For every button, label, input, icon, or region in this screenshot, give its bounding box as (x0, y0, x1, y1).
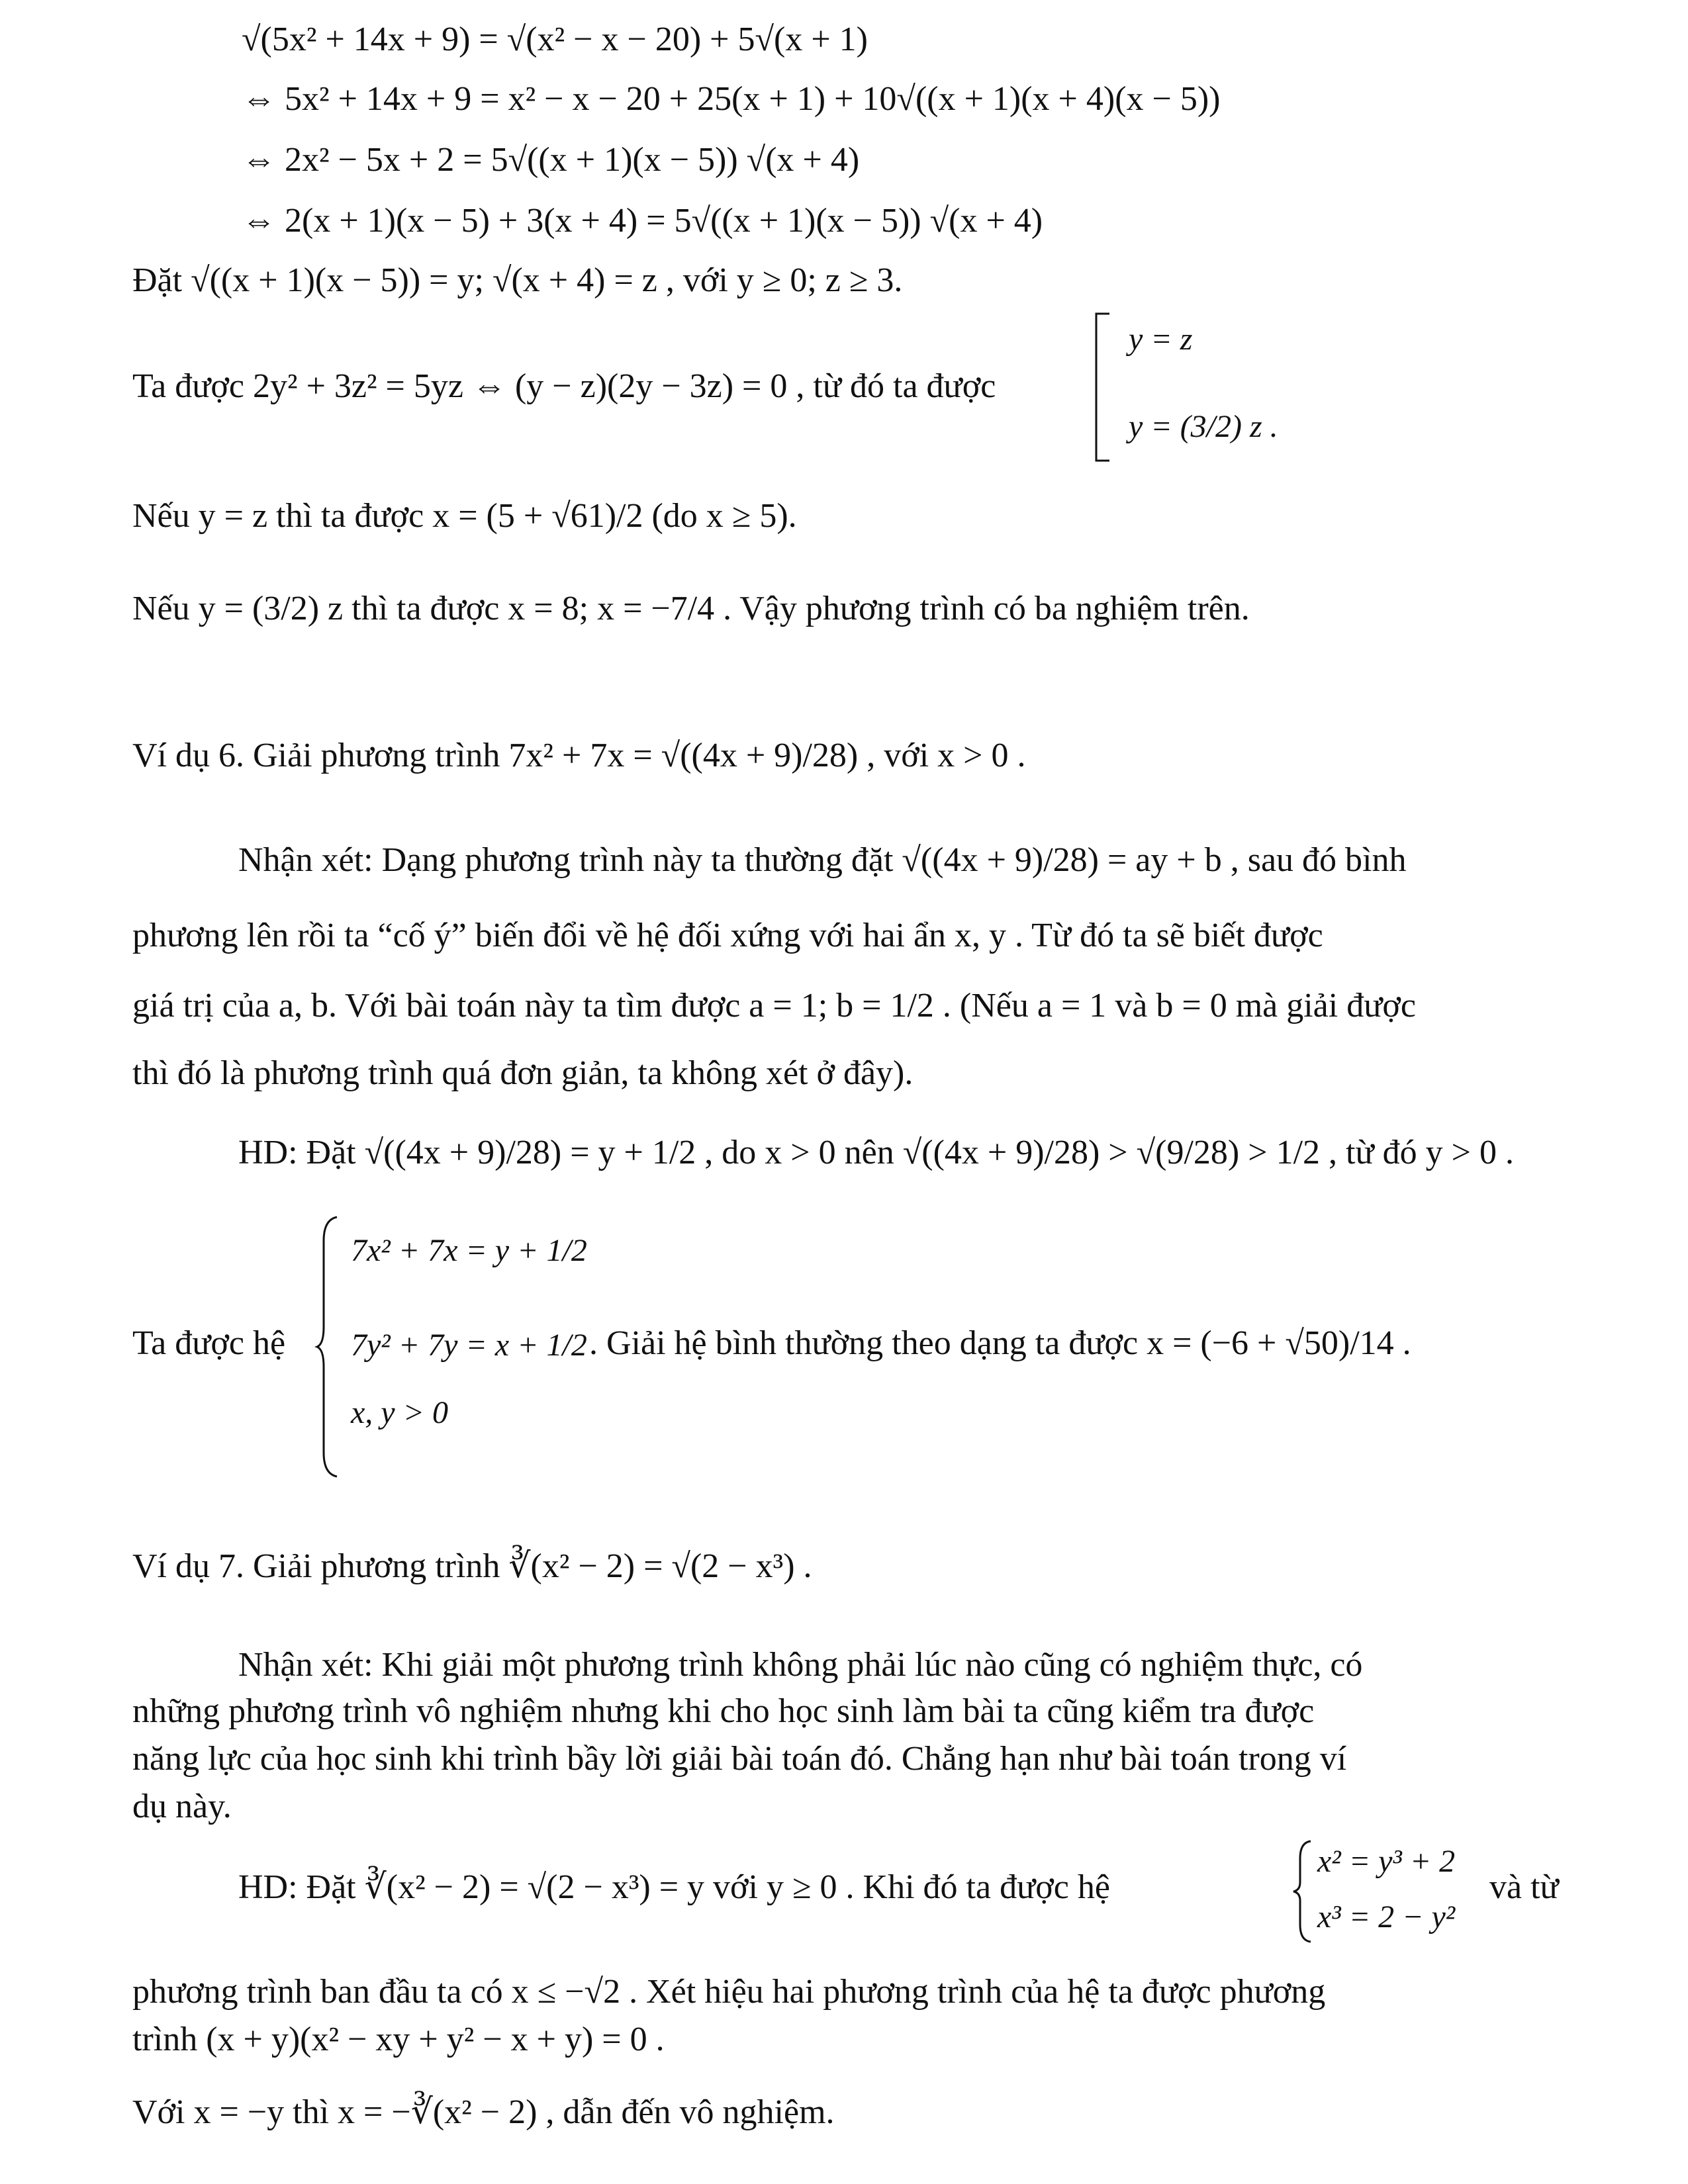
example-7-hint: HD: Đặt ∛(x² − 2) = √(2 − x³) = y với y ≥ 0 . Khi đó ta được hệ (238, 1868, 1110, 1906)
substitution-line: Đặt √((x + 1)(x − 5)) = y; √(x + 4) = z , với y ≥ 0; z ≥ 3. (132, 261, 903, 299)
example-6-remark-2: phương lên rồi ta “cố ý” biến đổi về hệ đối xứng với hai ẩn x, y . Từ đó ta sẽ biết được (132, 917, 1323, 954)
equation-line-4: ⇔ 2(x + 1)(x − 5) + 3(x + 4) = 5√((x + 1)(x − 5)) √(x + 4) (242, 202, 1043, 240)
system-7-eq-1: x² = y³ + 2 (1317, 1844, 1456, 1879)
example-7-note-2: trình (x + y)(x² − xy + y² − x + y) = 0 . (132, 2021, 665, 2058)
system-7-eq-2: x³ = 2 − y² (1317, 1899, 1456, 1934)
equation-line-1: √(5x² + 14x + 9) = √(x² − x − 20) + 5√(x + 1) (242, 21, 868, 58)
case-result-2: Nếu y = (3/2) z thì ta được x = 8; x = −7/4 . Vậy phương trình có ba nghiệm trên. (132, 590, 1250, 627)
system-6-eq-1: 7x² + 7x = y + 1/2 (351, 1233, 587, 1268)
example-6-remark-1: Nhận xét: Dạng phương trình này ta thường đặt √((4x + 9)/28) = ay + b , sau đó bình (238, 841, 1407, 879)
system-6-constraint: x, y > 0 (351, 1395, 448, 1430)
example-7-heading: Ví dụ 7. Giải phương trình ∛(x² − 2) = √(2 − x³) . (132, 1547, 812, 1585)
derivation-line: Ta được 2y² + 3z² = 5yz ⇔ (y − z)(2y − 3z) = 0 , từ đó ta được (132, 367, 996, 405)
example-6-remark-4: thì đó là phương trình quá đơn giản, ta không xét ở đây). (132, 1054, 914, 1092)
example-6-hint: HD: Đặt √((4x + 9)/28) = y + 1/2 , do x > 0 nên √((4x + 9)/28) > √(9/28) > 1/2 , từ đó y > 0 . (238, 1134, 1514, 1171)
case-1: y = z (1129, 322, 1193, 357)
example-6-remark-3: giá trị của a, b. Với bài toán này ta tìm được a = 1; b = 1/2 . (Nếu a = 1 và b = 0 mà giải được (132, 987, 1416, 1024)
example-6-heading: Ví dụ 6. Giải phương trình 7x² + 7x = √((4x + 9)/28) , với x > 0 . (132, 737, 1026, 774)
equation-line-3: ⇔ 2x² − 5x + 2 = 5√((x + 1)(x − 5)) √(x + 4) (242, 141, 860, 179)
case-bracket-1 (1092, 311, 1112, 463)
example-7-remark-4: dụ này. (132, 1788, 232, 1825)
case-result-1: Nếu y = z thì ta được x = (5 + √61)/2 (do x ≥ 5). (132, 497, 797, 535)
system-6-eq-2: 7y² + 7y = x + 1/2 (351, 1328, 587, 1363)
system-6-brace (314, 1214, 341, 1479)
example-7-remark-2: những phương trình vô nghiệm nhưng khi cho học sinh làm bài ta cũng kiểm tra được (132, 1692, 1315, 1730)
case-2: y = (3/2) z . (1129, 409, 1278, 444)
system-6-solution: . Giải hệ bình thường theo dạng ta được x = (−6 + √50)/14 . (589, 1324, 1411, 1362)
system-7-brace (1291, 1839, 1315, 1944)
example-7-conclusion: Với x = −y thì x = −∛(x² − 2) , dẫn đến vô nghiệm. (132, 2093, 835, 2131)
example-7-remark-3: năng lực của học sinh khi trình bầy lời giải bài toán đó. Chẳng hạn như bài toán trong ví (132, 1740, 1347, 1778)
system-7-tail: và từ (1489, 1868, 1559, 1906)
example-7-note-1: phương trình ban đầu ta có x ≤ −√2 . Xét hiệu hai phương trình của hệ ta được phương (132, 1973, 1326, 2011)
system-6-label: Ta được hệ (132, 1324, 286, 1362)
equation-line-2: ⇔ 5x² + 14x + 9 = x² − x − 20 + 25(x + 1) + 10√((x + 1)(x + 4)(x − 5)) (242, 80, 1221, 118)
example-7-remark-1: Nhận xét: Khi giải một phương trình không phải lúc nào cũng có nghiệm thực, có (238, 1646, 1363, 1684)
